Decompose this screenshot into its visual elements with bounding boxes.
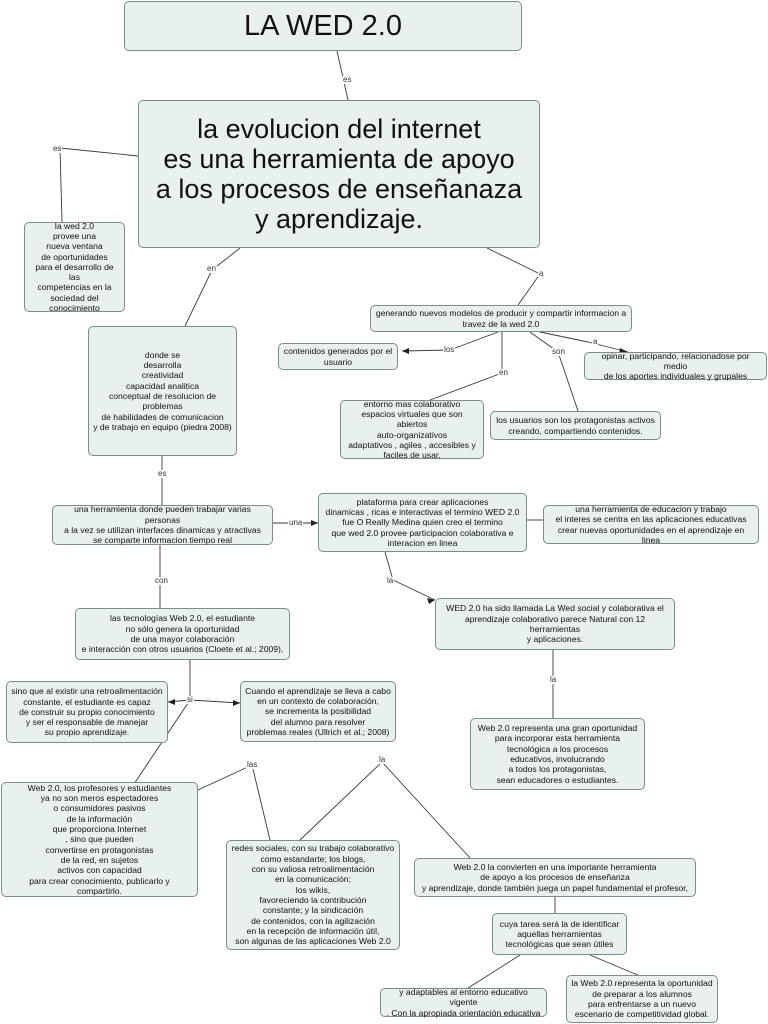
title-node[interactable]: LA WED 2.0 — [124, 1, 522, 51]
adaptables-node[interactable]: y adaptables al entorno educativo vigente . Con la apropiada orientación educativa — [380, 988, 547, 1017]
entorno-node[interactable]: entorno mas colaborativo espacios virtuales que son abiertos auto-organizativos adaptativos , agiles , accesibles y faciles de usar. — [340, 400, 484, 459]
link-label-a: a — [539, 269, 544, 278]
link-label-a: a — [593, 337, 598, 346]
link-label-la: la — [550, 675, 557, 684]
link-label-con: con — [155, 576, 168, 585]
link-label-en: en — [207, 264, 216, 273]
redes-node[interactable]: redes sociales, con su trabajo colaborativo como estandarte; los blogs, con su valiosa retroalimentación en la comunicación; los wikis, favoreciendo la contribución constante; y la sindicación de contenidos, con la agilización en la recepción de información útil, son algunas de las aplicaciones Web 2.0 — [226, 840, 400, 950]
contexto-node[interactable]: Cuando el aprendizaje se lleva a cabo en un contexto de colaboración, se incrementa la posibilidad del alumno para resolver problemas reales (Ullrich et al.; 2008) — [240, 681, 396, 742]
link-label-las: las — [247, 760, 258, 769]
link-label-es: es — [343, 75, 352, 84]
ventana-node[interactable]: la wed 2.0 provee una nueva ventana de oportunidades para el desarrollo de las competencias en la sociedad del conocimiento — [24, 222, 125, 312]
tarea-node[interactable]: cuya tarea será la de identificar aquellas herramientas tecnológicas que sean útiles — [492, 913, 627, 955]
link-label-es: es — [53, 144, 62, 153]
link-label-una: una — [289, 518, 303, 527]
herramienta-node[interactable]: una herramienta donde pueden trabajar varias personas a la vez se utilizan interfaces dinamicas y atractivas se comparte informacion tiempo real — [52, 505, 273, 545]
social-node[interactable]: WED 2.0 ha sido llamada La Wed social y colaborativa el aprendizaje colaborativo parece Natural con 12 herramientas y aplicaciones. — [435, 598, 675, 650]
link-label-si: si — [187, 695, 193, 704]
oportunidad-node[interactable]: Web 2.0 representa una gran oportunidad para incorporar esta herramienta tecnológica a los procesos educativos, involucrando a todos los protagonistas, sean educadores o estudiantes. — [470, 718, 645, 790]
link-label-los: los — [444, 345, 455, 354]
link-label-es: es — [158, 469, 167, 478]
link-label-la: la — [387, 576, 394, 585]
preparar-node[interactable]: la Web 2.0 representa la oportunidad de preparar a los alumnos para enfrentarse a un nuevo escenario de competitividad global. — [566, 975, 718, 1023]
usuarios-node[interactable]: los usuarios son los protagonistas activos creando, compartiendo contenidos. — [490, 411, 661, 440]
opinar-node[interactable]: opinar, participando, relacionadose por medio de los aportes individuales y grupales — [584, 352, 767, 380]
retro-node[interactable]: sino que al existir una retroalimentación constante, el estudiante es capaz de construir su propio conocimiento y ser el responsable de manejar su propio aprendizaje. — [6, 681, 168, 743]
contenidos-node[interactable]: contenidos generados por el usuario — [278, 343, 398, 370]
link-label-en: en — [499, 368, 508, 377]
link-label-la: la — [379, 755, 386, 764]
plataforma-node[interactable]: plataforma para crear aplicaciones dinamicas , ricas e interactivas el termino WED 2.0 fue O Really Medina quien creo el termino que wed 2.0 provee participacion colaborativa e interacion en linea — [318, 493, 527, 552]
generando-node[interactable]: generando nuevos modelos de producir y compartir informacion a travez de la wed 2.0 — [370, 305, 632, 332]
donde-node[interactable]: donde se desarrolla creatividad capacidad analitica conceptual de resolucion de problemas de habilidades de comunicacion y de trabajo en equipo (piedra 2008) — [88, 326, 237, 456]
convierten-node[interactable]: Web 2.0 la convierten en una importante herramienta de apoyo a los procesos de enseñanza y aprendizaje, donde también juega un papel fundamental el profesor, — [414, 858, 696, 897]
educacion-node[interactable]: una herramienta de educacion y trabajo el interes se centra en las aplicaciones educativas crear nuevas oportunidades en el aprendizaje en linea — [543, 505, 759, 544]
link-label-son: son — [552, 347, 565, 356]
profesores-node[interactable]: Web 2.0, los profesores y estudiantes ya no son meros espectadores o consumidores pasivos de la información que proporciona Internet , sino que pueden convertirse en protagonistas de la red, en sujetos activos con capacidad para crear conocimiento, publicarlo y compartirlo. — [1, 782, 198, 897]
main-concept-node[interactable]: la evolucion del internet es una herramienta de apoyo a los procesos de enseñanaza y aprendizaje. — [138, 100, 540, 248]
tecnologias-node[interactable]: las tecnologías Web 2.0, el estudiante no sólo genera la oportunidad de una mayor colaboración e interacción con otros usuarios (Cloete et al.; 2009), — [75, 608, 290, 660]
